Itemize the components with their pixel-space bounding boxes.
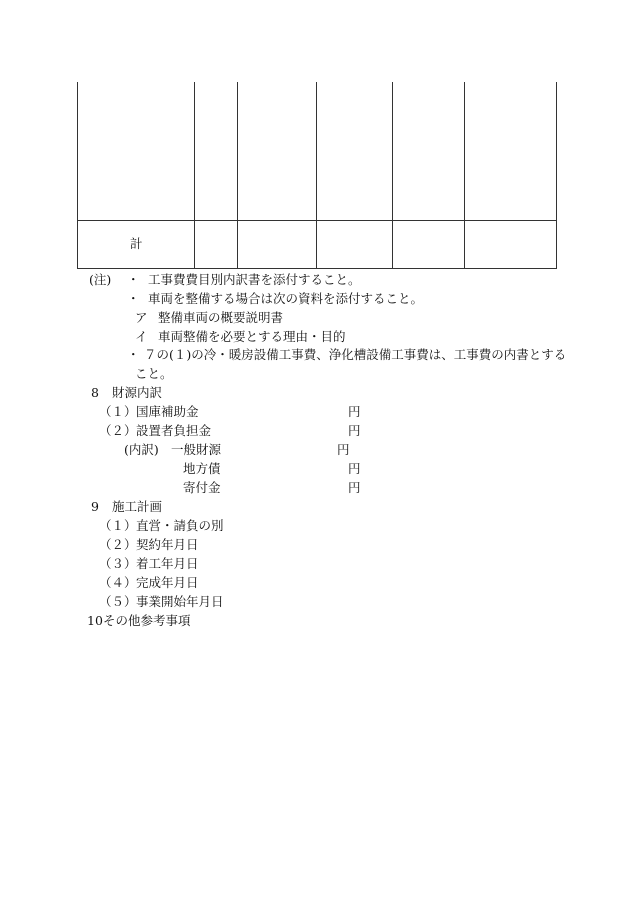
funding-item: 地方債 — [183, 461, 221, 476]
plan-item: 契約年月日 — [136, 537, 199, 552]
section-number: 8 — [91, 385, 99, 400]
total-label: 計 — [130, 236, 143, 251]
funding-item: 設置者負担金 — [136, 423, 212, 438]
sub-mark: ア — [135, 310, 148, 325]
item-number: （５） — [99, 594, 137, 609]
item-number: （４） — [99, 575, 137, 590]
notes-label: (注) — [89, 272, 112, 287]
table-border — [77, 268, 557, 269]
section-heading: その他参考事項 — [103, 613, 191, 628]
note-item: ７の(１)の冷・暖房設備工事費、浄化槽設備工事費は、工事費の内書とする — [144, 347, 567, 362]
item-number: （２） — [99, 423, 137, 438]
yen-unit: 円 — [337, 442, 350, 457]
table-border — [77, 82, 78, 269]
bullet: ・ — [127, 291, 140, 306]
yen-unit: 円 — [348, 461, 361, 476]
funding-item: 寄付金 — [183, 480, 221, 495]
table-border — [194, 82, 195, 269]
sub-mark: イ — [135, 329, 148, 344]
sub-item: 整備車両の概要説明書 — [158, 310, 284, 325]
note-item: 車両を整備する場合は次の資料を添付すること。 — [148, 291, 424, 306]
note-item-cont: こと。 — [135, 366, 173, 381]
section-number: 9 — [91, 499, 99, 514]
plan-item: 完成年月日 — [136, 575, 199, 590]
table-border — [77, 220, 557, 221]
yen-unit: 円 — [348, 480, 361, 495]
yen-unit: 円 — [348, 404, 361, 419]
section-number: 10 — [87, 613, 103, 628]
sub-item: 車両整備を必要とする理由・目的 — [158, 329, 346, 344]
section-heading: 施工計画 — [112, 499, 163, 514]
plan-item: 着工年月日 — [136, 556, 199, 571]
breakdown-label: (内訳) — [124, 442, 159, 457]
bullet: ・ — [127, 347, 140, 362]
yen-unit: 円 — [348, 423, 361, 438]
plan-item: 事業開始年月日 — [136, 594, 224, 609]
bullet: ・ — [127, 272, 140, 287]
note-item: 工事費費目別内訳書を添付すること。 — [148, 272, 361, 287]
section-heading: 財源内訳 — [112, 385, 163, 400]
funding-item: 一般財源 — [171, 442, 222, 457]
item-number: （３） — [99, 556, 137, 571]
table-border — [464, 82, 465, 269]
table-border — [237, 82, 238, 269]
table-border — [556, 82, 557, 269]
plan-item: 直営・請負の別 — [136, 518, 224, 533]
item-number: （１） — [99, 518, 137, 533]
item-number: （２） — [99, 537, 137, 552]
funding-item: 国庫補助金 — [136, 404, 199, 419]
item-number: （１） — [99, 404, 137, 419]
table-border — [392, 82, 393, 269]
table-border — [316, 82, 317, 269]
